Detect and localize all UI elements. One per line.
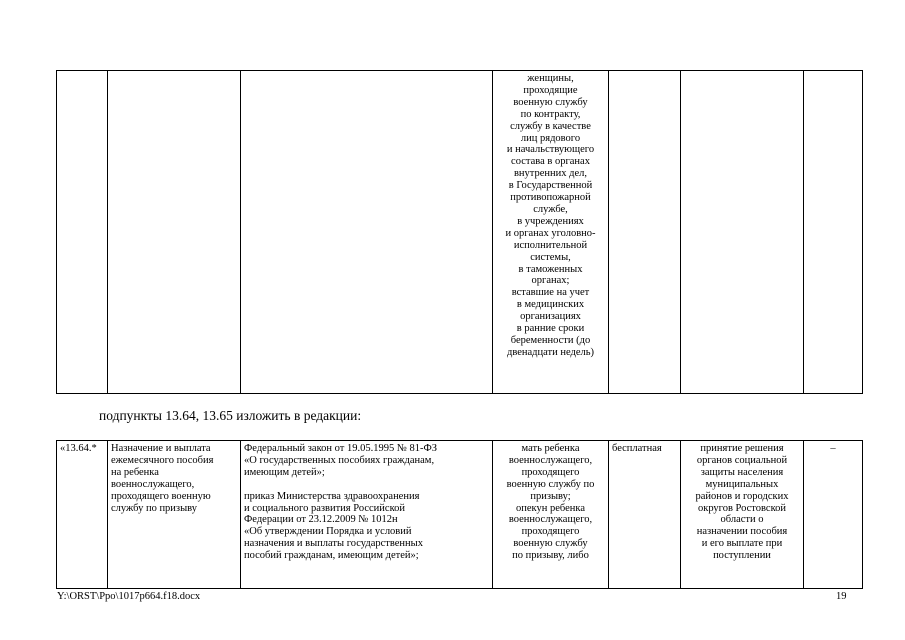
text-line: муниципальных xyxy=(705,478,779,490)
text-line: противопожарной xyxy=(510,192,591,204)
text-line: Федерации от 23.12.2009 № 1012н xyxy=(244,514,398,526)
text-line: по призыву, либо xyxy=(512,550,589,562)
text-line: двенадцати недель) xyxy=(506,346,595,358)
text-line: внутренних дел, xyxy=(513,168,588,180)
cell-recipients xyxy=(493,71,609,394)
text-line: беременности (до xyxy=(510,334,591,346)
text-line: назначении пособия xyxy=(696,526,788,538)
text-line: проходящего xyxy=(521,526,580,538)
text-line: органах; xyxy=(531,275,570,287)
cell-service-name xyxy=(108,71,241,394)
text-line: пособий гражданам, имеющим детей»; xyxy=(244,550,419,562)
text-line: «Об утверждении Порядка и условий xyxy=(244,526,412,538)
text-line: мать ребенка xyxy=(521,443,580,454)
text-line: военнослужащего, xyxy=(508,454,593,466)
text-line: Федеральный закон от 19.05.1995 № 81-ФЗ xyxy=(244,443,438,454)
text-line: службе, xyxy=(533,203,568,215)
service-name-text xyxy=(111,443,237,514)
text-line: и начальствующего xyxy=(506,144,595,156)
text-line: в Государственной xyxy=(508,180,593,192)
text-line: районов и городских xyxy=(695,490,789,502)
cell-result xyxy=(681,71,804,394)
table-row xyxy=(57,71,863,394)
text-line: военнослужащего, xyxy=(111,478,195,490)
text-line: состава в органах xyxy=(511,156,590,168)
text-line: в таможенных xyxy=(518,263,583,275)
cost-text: бесплатная xyxy=(612,443,662,454)
text-line: принятие решения xyxy=(700,443,784,454)
dash-text: – xyxy=(830,443,836,454)
table-continuation xyxy=(56,70,863,394)
paragraph-gap xyxy=(244,479,489,491)
text-line: военнослужащего, xyxy=(508,514,593,526)
text-line: округов Ростовской xyxy=(697,502,787,514)
cell-recipients xyxy=(493,441,609,589)
text-line: призыву; xyxy=(530,490,571,502)
cell-legal-basis xyxy=(241,71,493,394)
cell-cost xyxy=(609,441,681,589)
text-line: поступлении xyxy=(713,550,771,562)
text-line: опекун ребенка xyxy=(516,502,585,514)
cell-result xyxy=(681,441,804,589)
text-line: военную службу xyxy=(513,96,588,108)
text-line: органов социальной xyxy=(696,454,788,466)
text-line: в учреждениях xyxy=(517,215,584,227)
text-line: ежемесячного пособия xyxy=(111,454,214,466)
text-line: проходящего xyxy=(521,466,580,478)
text-line: и его выплате при xyxy=(701,538,783,550)
table-row xyxy=(57,441,863,589)
text-line: на ребенка xyxy=(111,466,159,478)
text-line: военную службу xyxy=(513,538,588,550)
cell-extra xyxy=(804,441,863,589)
text-line: в медицинских xyxy=(516,299,585,311)
text-line: защиты населения xyxy=(700,466,784,478)
text-line: вставшие на учет xyxy=(511,287,590,299)
table-amendment xyxy=(56,440,863,589)
text-line: исполнительной xyxy=(513,239,588,251)
amendment-intro: подпункты 13.64, 13.65 изложить в редакции: xyxy=(99,408,362,423)
recipients-text xyxy=(496,73,605,359)
recipients-text xyxy=(496,443,605,562)
text-line: и социального развития Российской xyxy=(244,502,406,514)
text-line: системы, xyxy=(530,251,571,263)
cell-number xyxy=(57,71,108,394)
text-line: лиц рядового xyxy=(520,132,581,144)
text-line: по контракту, xyxy=(520,108,581,120)
text-line: имеющим детей»; xyxy=(244,466,325,478)
text-line: приказ Министерства здравоохранения xyxy=(244,490,420,502)
text-line: организациях xyxy=(520,311,581,323)
text-line: «О государственных пособиях гражданам, xyxy=(244,454,435,466)
text-line: назначения и выплаты государственных xyxy=(244,538,423,550)
cell-legal-basis xyxy=(241,441,493,589)
page-number: 19 xyxy=(836,591,847,602)
legal-basis-text xyxy=(244,443,489,562)
text-line: женщины, xyxy=(527,73,574,84)
cell-cost xyxy=(609,71,681,394)
text-line: проходящего военную xyxy=(111,490,211,502)
text-line: службу в качестве xyxy=(510,120,591,132)
text-line: в ранние сроки xyxy=(516,323,585,335)
item-number: «13.64.* xyxy=(60,443,97,454)
text-line: и органах уголовно- xyxy=(505,227,596,239)
text-line: службу по призыву xyxy=(111,502,197,514)
result-text xyxy=(684,443,800,562)
text-line: проходящие xyxy=(523,84,578,96)
text-line: области о xyxy=(720,514,764,526)
cell-extra xyxy=(804,71,863,394)
footer-file-path: Y:\ORST\Ppo\1017p664.f18.docx xyxy=(57,591,201,602)
cell-service-name xyxy=(108,441,241,589)
text-line: военную службу по xyxy=(506,478,595,490)
cell-number xyxy=(57,441,108,589)
text-line: Назначение и выплата xyxy=(111,443,211,454)
